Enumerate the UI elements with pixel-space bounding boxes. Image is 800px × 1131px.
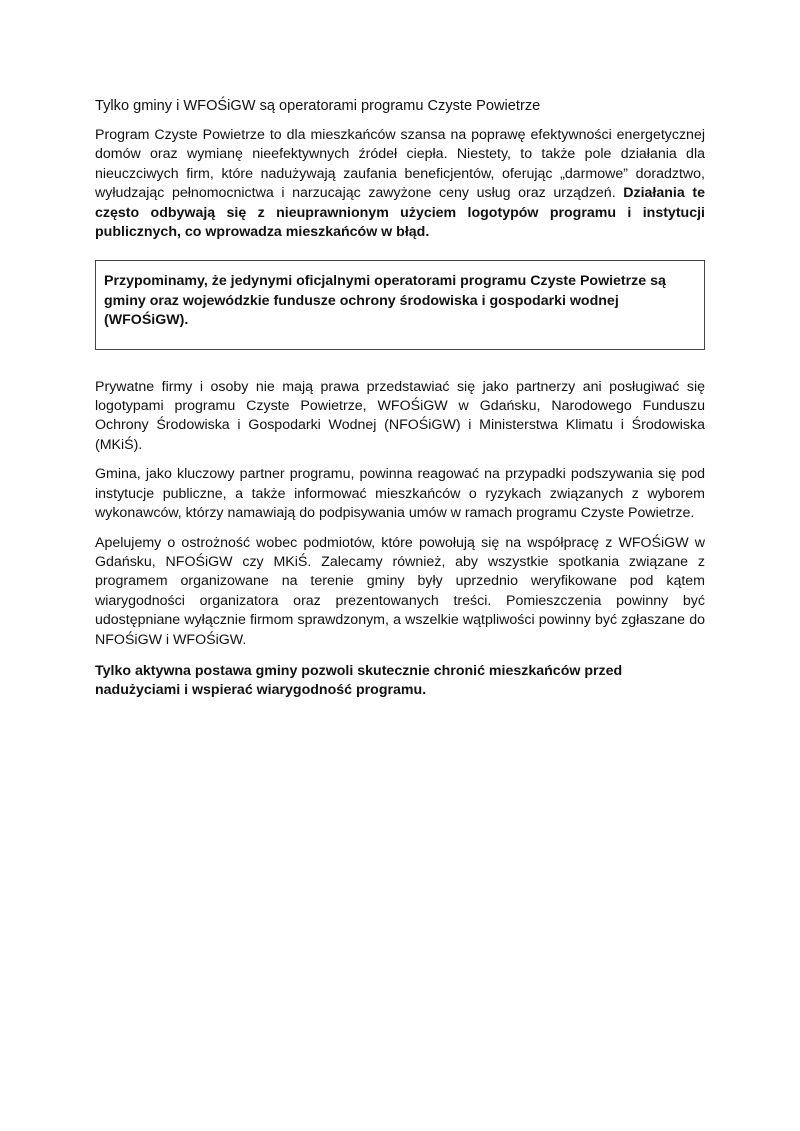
document-title: Tylko gminy i WFOŚiGW są operatorami programu Czyste Powietrze (95, 98, 541, 114)
intro-text: Program Czyste Powietrze to dla mieszkańców szansa na poprawę efektywności energetycznej domów oraz wymianę nieefektywnych źródeł ciepła. Niestety, to także pole działania dla nieuczciwych firm, które nadużywają zaufania beneficjentów, oferując „darmowe” doradztwo, wyłudzając pełnomocnictwa i narzucając zawyżone ceny usług oraz urządzeń. (95, 127, 705, 202)
intro-paragraph (95, 126, 705, 242)
paragraph-logos: Prywatne firmy i osoby nie mają prawa przedstawiać się jako partnerzy ani posługiwać się logotypami programu Czyste Powietrze, WFOŚiGW w Gdańsku, Narodowego Funduszu Ochrony Środowiska i Gospodarki Wodnej (NFOŚiGW) i Ministerstwa Klimatu i Środowiska (MKiŚ). (95, 378, 705, 453)
paragraph-gmina-role: Gmina, jako kluczowy partner programu, powinna reagować na przypadki podszywania się pod instytucje publiczne, a także informować mieszkańców o ryzykach związanych z wyborem wykonawców, którzy namawiają do podpisywania umów w ramach programu Czyste Powietrze. (95, 466, 705, 522)
document-page (95, 96, 705, 711)
intro-bold-text: Działania te często odbywają się z nieuprawnionym użyciem logotypów programu i instytucji publicznych, co wprowadza mieszkańców w błąd. (95, 185, 705, 241)
notice-text: Przypominamy, że jedynymi oficjalnymi operatorami programu Czyste Powietrze są gminy oraz wojewódzkie fundusze ochrony środowiska i gospodarki wodnej (WFOŚiGW). (104, 273, 666, 329)
closing-statement: Tylko aktywna postawa gminy pozwoli skutecznie chronić mieszkańców przed nadużyciami i wspierać wiarygodność programu. (95, 662, 623, 699)
notice-box (95, 260, 705, 349)
paragraph-caution: Apelujemy o ostrożność wobec podmiotów, które powołują się na współpracę z WFOŚiGW w Gdańsku, NFOŚiGW czy MKiŚ. Zalecamy również, aby wszystkie spotkania związane z programem organizowane na terenie gminy były uprzednio weryfikowane pod kątem wiarygodności organizatora oraz prezentowanych treści. Pomieszczenia powinny być udostępniane wyłącznie firmom sprawdzonym, a wszelkie wątpliwości powinny być zgłaszane do NFOŚiGW i WFOŚiGW. (95, 534, 705, 648)
